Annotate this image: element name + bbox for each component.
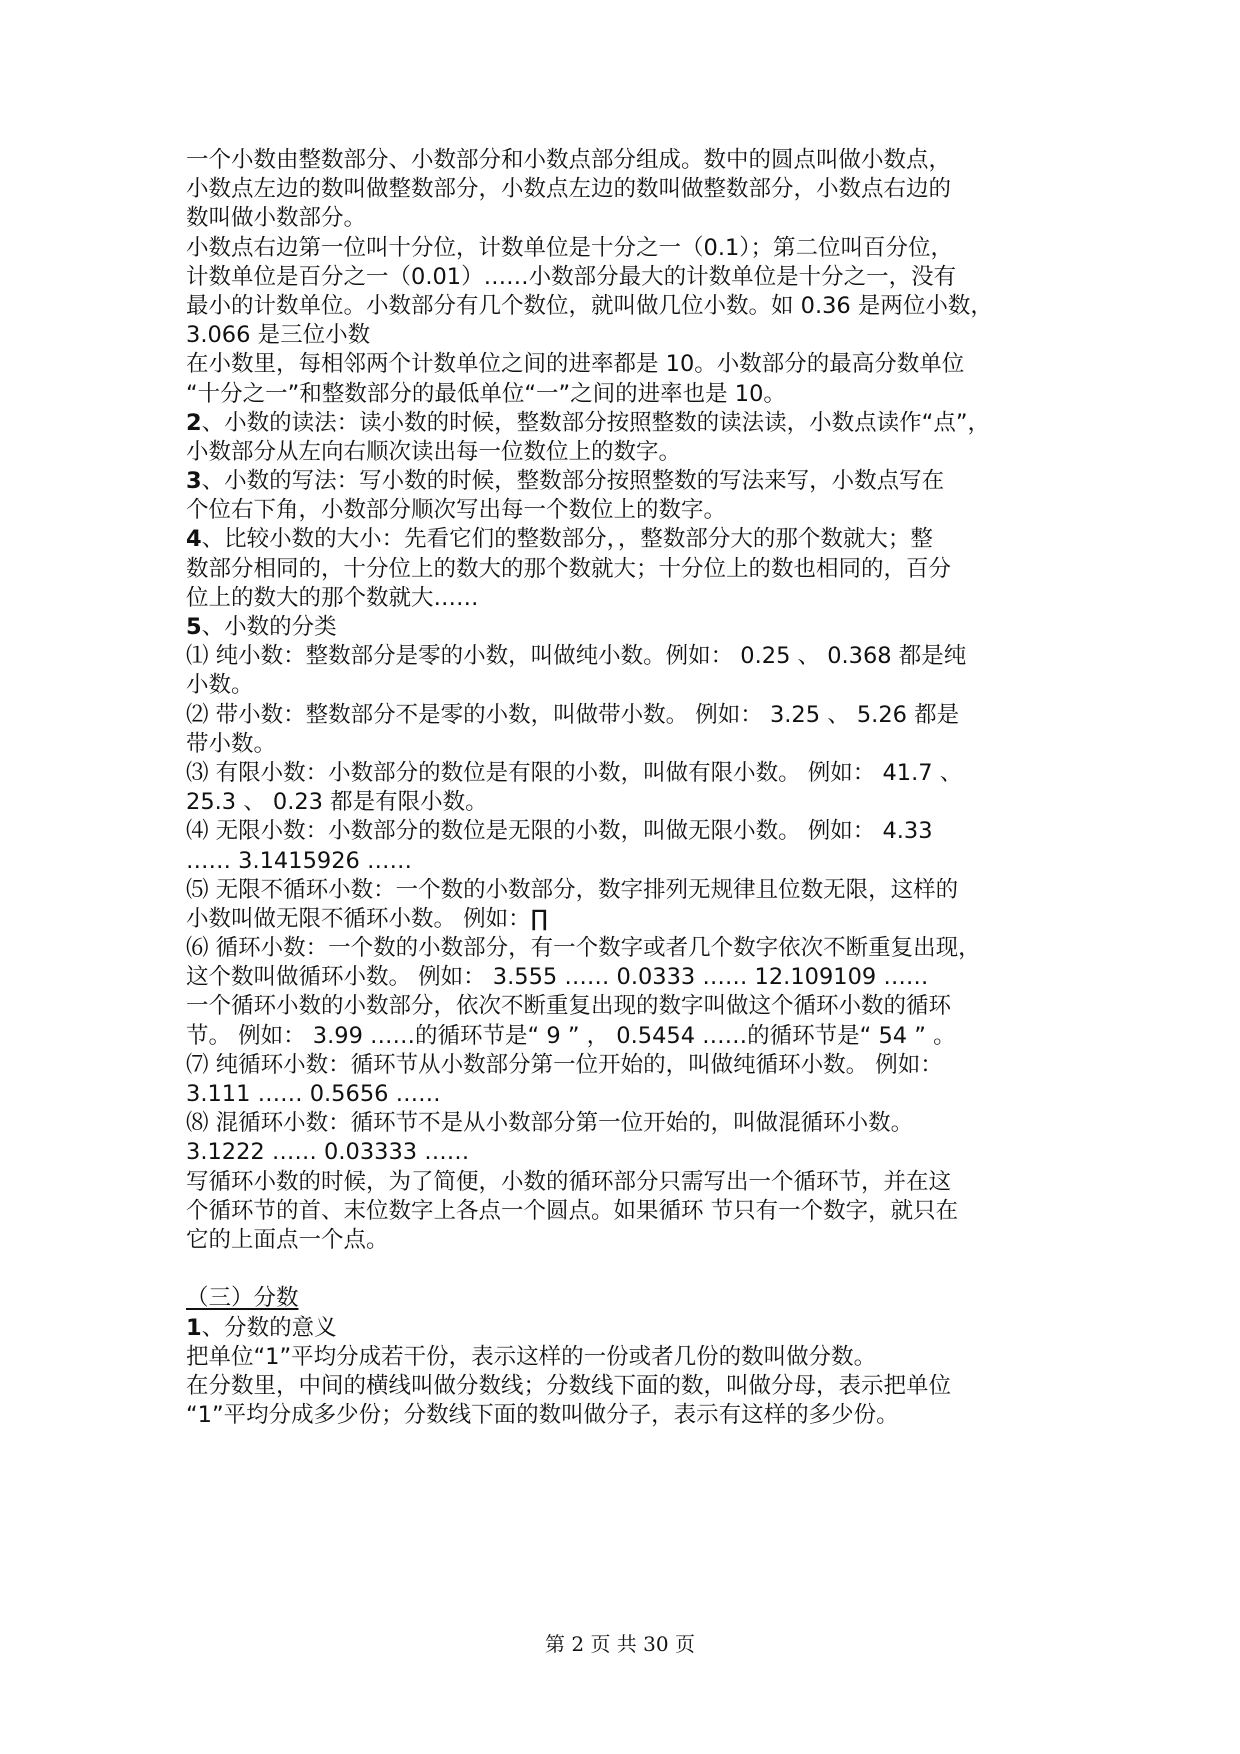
text-line: 节。 例如： 3.99 ……的循环节是“ 9 ” ， 0.5454 ……的循环节是“ 54 ” 。: [186, 1022, 956, 1049]
text-line: 最小的计数单位。小数部分有几个数位，就叫做几位小数。如 0.36 是两位小数，: [186, 292, 993, 319]
list-item-reading: [186, 409, 1076, 438]
text-line: 这个数叫做循环小数。 例如： 3.555 …… 0.0333 …… 12.109109 ……: [186, 964, 929, 991]
text-line: 3.066 是三位小数: [186, 322, 371, 349]
text-line: 在分数里，中间的横线叫做分数线；分数线下面的数，叫做分母，表示把单位: [186, 1372, 952, 1399]
text-line: 3.1222 …… 0.03333 ……: [186, 1139, 470, 1166]
item-number: 2: [186, 409, 202, 436]
text-line: 25.3 、 0.23 都是有限小数。: [186, 789, 488, 816]
text-line: ⑸ 无限不循环小数：一个数的小数部分，数字排列无规律且位数无限，这样的: [186, 876, 959, 903]
text-line: 把单位“1”平均分成若干份，表示这样的一份或者几份的数叫做分数。: [186, 1343, 877, 1370]
section-heading: [186, 1284, 1076, 1313]
blank-line: [186, 1255, 1076, 1284]
text-line: 一个小数由整数部分、小数部分和小数点部分组成。数中的圆点叫做小数点，: [186, 147, 952, 173]
text-line: 小数部分从左向右顺次读出每一位数位上的数字。: [186, 438, 682, 465]
text-line: 它的上面点一个点。: [186, 1226, 389, 1253]
text-line: …… 3.1415926 ……: [186, 847, 412, 874]
text-line: ⑻ 混循环小数：循环节不是从小数部分第一位开始的，叫做混循环小数。: [186, 1110, 914, 1137]
item-text: 、分数的意义: [201, 1314, 337, 1341]
list-item-compare: [186, 525, 1076, 554]
item-text: 、小数的分类: [201, 614, 337, 640]
list-item-writing: [186, 467, 1076, 496]
list-item-classification: [186, 613, 1076, 642]
text-line: 带小数。: [186, 730, 277, 757]
text-line: ⑵ 带小数：整数部分不是零的小数，叫做带小数。 例如： 3.25 、 5.26 都是: [186, 701, 960, 728]
text-line: 计数单位是百分之一（0.01）……小数部分最大的计数单位是十分之一，没有: [186, 263, 957, 290]
text-line: 一个循环小数的小数部分，依次不断重复出现的数字叫做这个循环小数的循环: [186, 993, 952, 1020]
text-line: 3.111 …… 0.5656 ……: [186, 1081, 441, 1107]
text-line: ⑺ 纯循环小数：循环节从小数部分第一位开始的，叫做纯循环小数。 例如：: [186, 1051, 943, 1078]
list-item-fraction-meaning: [186, 1314, 1076, 1343]
item-number: 3: [186, 468, 202, 495]
text-line: ⑴ 纯小数：整数部分是零的小数，叫做纯小数。例如： 0.25 、 0.368 都是纯: [186, 643, 967, 670]
text-line: 个循环节的首、末位数字上各点一个圆点。如果循环 节只有一个数字，就只在: [186, 1197, 959, 1224]
text-line: ⑷ 无限小数：小数部分的数位是无限的小数，叫做无限小数。 例如： 4.33: [186, 818, 933, 845]
text-line: “1”平均分成多少份；分数线下面的数叫做分子，表示有这样的多少份。: [186, 1402, 899, 1429]
section-heading-text: （三）分数: [186, 1285, 299, 1312]
item-text: 、比较小数的大小：先看它们的整数部分，，整数部分大的那个数就大；整: [201, 526, 933, 553]
text-line: 小数点右边第一位叫十分位，计数单位是十分之一（0.1）；第二位叫百分位，: [186, 234, 954, 261]
item-number: 4: [186, 526, 202, 553]
text-line: “十分之一”和整数部分的最低单位“一”之间的进率也是 10。: [186, 380, 786, 407]
item-text: 、小数的写法：写小数的时候，整数部分按照整数的写法来写，小数点写在: [201, 468, 945, 495]
text-line: 数叫做小数部分。: [186, 205, 367, 232]
text-line: 在小数里，每相邻两个计数单位之间的进率都是 10。小数部分的最高分数单位: [186, 351, 965, 378]
text-line: 数部分相同的，十分位上的数大的那个数就大；十分位上的数也相同的，百分: [186, 555, 952, 582]
text-line: ⑹ 循环小数：一个数的小数部分，有一个数字或者几个数字依次不断重复出现，: [186, 935, 981, 962]
text-line: 个位右下角，小数部分顺次写出每一个数位上的数字。: [186, 497, 727, 524]
page-footer: 第 2 页 共 30 页: [545, 1632, 695, 1656]
text-line: 小数。: [186, 672, 254, 699]
page-content: [186, 146, 1076, 1430]
text-line: 小数点左边的数叫做整数部分，小数点左边的数叫做整数部分，小数点右边的: [186, 176, 952, 203]
item-number: 5: [186, 614, 202, 640]
text-line: ⑶ 有限小数：小数部分的数位是有限的小数，叫做有限小数。 例如： 41.7 、: [186, 759, 963, 786]
text-line: 小数叫做无限不循环小数。 例如：∏: [186, 905, 548, 932]
item-number: 1: [186, 1314, 202, 1341]
text-line: 写循环小数的时候，为了简便，小数的循环部分只需写出一个循环节，并在这: [186, 1168, 952, 1195]
text-line: 位上的数大的那个数就大……: [186, 584, 479, 611]
item-text: 、小数的读法：读小数的时候，整数部分按照整数的读法读，小数点读作“点”，: [201, 409, 990, 436]
